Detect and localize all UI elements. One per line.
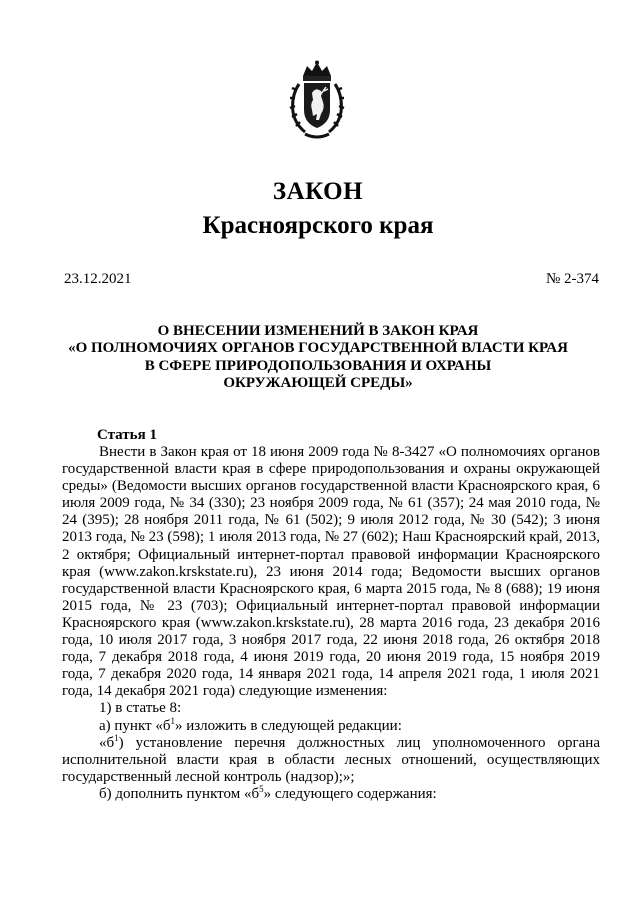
article-heading: Статья 1 (97, 427, 157, 443)
document-date: 23.12.2021 (64, 271, 132, 287)
superscript: 1 (170, 715, 175, 726)
article-body (62, 444, 600, 803)
item-a-text-end: » изложить в следующей редакции: (174, 717, 402, 734)
krasnoyarsk-coat-of-arms-icon (285, 60, 349, 142)
coat-of-arms-emblem (285, 60, 349, 142)
quote-text: «б (99, 734, 115, 751)
item-a-text: а) пункт «б (99, 717, 171, 734)
item-b-paragraph (62, 783, 600, 803)
article-intro-paragraph: Внести в Закон края от 18 июня 2009 года № 8-3427 «О полномочиях органов государственной власти края в сфере природопользования и охраны окружающей среды» (Ведомости высших органов государственной власти Красноярского края, 6 июля 2009 года, № 34 (330); 23 ноября 2009 года, № 61 (357); 24 мая 2010 года, № 24 (395); 28 ноября 2011 года, № 61 (502); 9 июля 2012 года, № 30 (542); 3 июня 2013 года, № 23 (598); 1 июля 2013 года, № 27 (602); Наш Красноярский край, 2013, 2 октября; Официальный интернет-портал правовой информации Красноярского края (www.zakon.krskstate.ru), 23 июня 2014 года; Ведомости высших органов государственной власти Красноярского края, 6 марта 2015 года, № 8 (688); 19 июня 2015 года, № 23 (703); Официальный интернет-портал правовой информации Красноярского края (www.zakon.krskstate.ru), 28 марта 2016 года, 23 декабря 2016 года, 10 июля 2017 года, 3 ноября 2017 года, 22 июня 2018 года, 26 октября 2018 года, 7 декабря 2018 года, 4 июня 2019 года, 20 июня 2019 года, 15 ноября 2019 года, 7 декабря 2020 года, 14 января 2021 года, 14 апреля 2021 года, 1 июля 2021 года, 14 декабря 2021 года) следующие изменения: (62, 444, 600, 700)
item-b-text-end: » следующего содержания: (263, 785, 437, 802)
item-b-text: б) дополнить пунктом «б (99, 785, 260, 802)
document-number: № 2-374 (545, 271, 599, 287)
item-a-paragraph (62, 715, 600, 735)
region-subtitle: Красноярского края (202, 212, 434, 239)
law-title-line: ОКРУЖАЮЩЕЙ СРЕДЫ» (223, 374, 413, 391)
quoted-text-paragraph (62, 732, 600, 786)
law-title-line: «О ПОЛНОМОЧИЯХ ОРГАНОВ ГОСУДАРСТВЕННОЙ ВЛАСТИ КРАЯ (68, 340, 568, 357)
law-title-line: В СФЕРЕ ПРИРОДОПОЛЬЗОВАНИЯ И ОХРАНЫ (144, 357, 492, 374)
quote-text-end: ) установление перечня должностных лиц уполномоченного органа исполнительной власти края в области лесных отношений, осуществляющих государственный лесной контроль (надзор);»; (62, 734, 600, 785)
law-title-line: О ВНЕСЕНИИ ИЗМЕНЕНИЙ В ЗАКОН КРАЯ (157, 323, 479, 339)
law-title (60, 323, 576, 392)
item-1-paragraph: 1) в статье 8: (99, 700, 182, 717)
superscript: 5 (259, 783, 264, 794)
superscript: 1 (114, 732, 119, 743)
document-type-title: ЗАКОН (272, 178, 364, 205)
